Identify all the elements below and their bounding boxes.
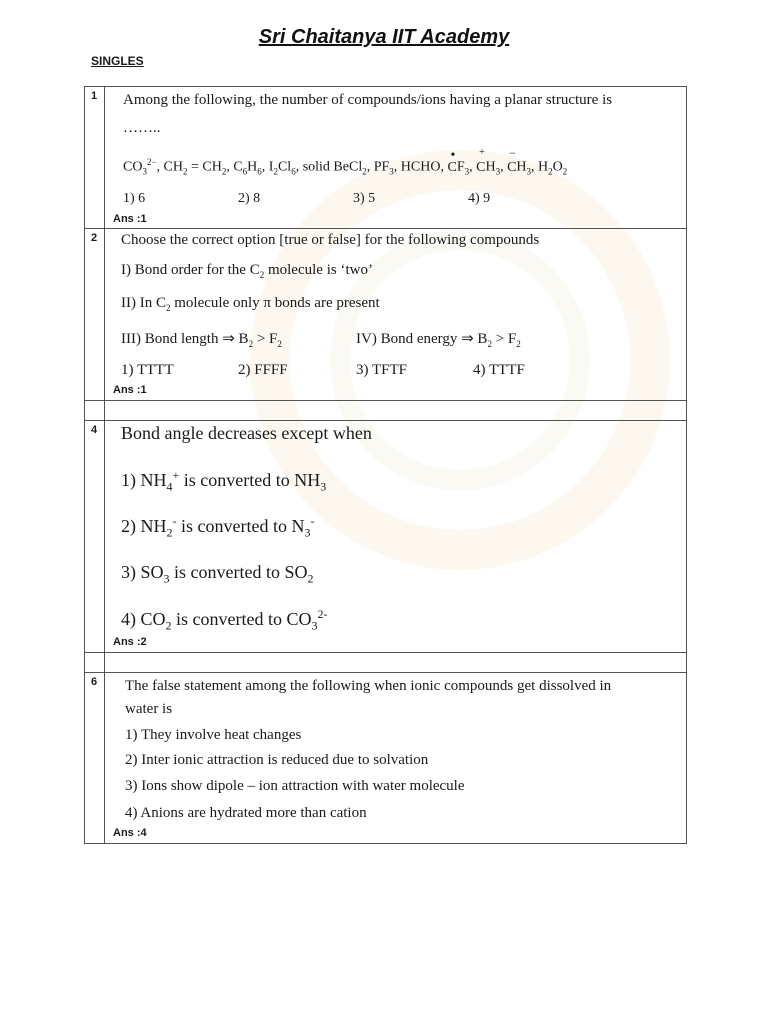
option-4: 4) TTTF	[473, 362, 525, 378]
question-row-2	[85, 229, 686, 401]
question-row-1	[85, 87, 686, 229]
question-number: 6	[91, 676, 98, 688]
answer-label: Ans :2	[113, 636, 147, 648]
compound-list: $CO_3^{2-}$, $CH_2 = CH_2$, $C_6H_6$, $I_2Cl_6$, solid BeCl$_2$, $PF_3$, HCHO, • $CF_3$, + $CH_3$, − $CH_3$, $H_2O_2$	[123, 145, 568, 177]
option-4: 4) $CO_2$ is converted to $CO_3^{2-}$	[121, 607, 328, 633]
statement-3: III) Bond length ⇒ $B_2 > F_2$	[121, 331, 282, 349]
option-1: 1) $NH_4^+$ is converted to $NH_3$	[121, 468, 327, 494]
empty-row	[85, 653, 686, 673]
statement-2: II) In $C_2$ molecule only π bonds are present	[121, 295, 380, 313]
empty-row	[85, 401, 686, 421]
question-text-line2: water is	[125, 701, 173, 717]
answer-label: Ans :1	[113, 384, 147, 396]
question-number: 2	[91, 232, 98, 244]
option-2: 2) $NH_2^-$ is converted to $N_3^-$	[121, 514, 315, 540]
section-heading: SINGLES	[91, 54, 144, 68]
option-1: 1) TTTT	[121, 362, 174, 378]
question-row-4	[85, 421, 686, 653]
page-title: Sri Chaitanya IIT Academy	[258, 26, 510, 48]
option-1: 1) They involve heat changes	[125, 727, 302, 743]
statement-1: I) Bond order for the $C_2$ molecule is ‘two’	[121, 262, 373, 280]
option-2: 2) FFFF	[238, 362, 288, 378]
option-3: 3) $SO_3$ is converted to $SO_2$	[121, 562, 314, 586]
question-number: 1	[91, 90, 98, 102]
answer-label: Ans :1	[113, 213, 147, 225]
answer-label: Ans :4	[113, 827, 147, 839]
question-text: Among the following, the number of compounds/ions having a planar structure is	[123, 92, 613, 108]
option-3: 3) TFTF	[356, 362, 407, 378]
question-text: The false statement among the following when ionic compounds get dissolved in	[125, 678, 612, 694]
option-3: 3) 5	[353, 191, 376, 206]
question-text: Bond angle decreases except when	[121, 423, 372, 443]
option-2: 2) 8	[238, 191, 261, 206]
option-1: 1) 6	[123, 191, 146, 206]
option-4: 4) 9	[468, 191, 491, 206]
option-4: 4) Anions are hydrated more than cation	[125, 805, 367, 821]
option-2: 2) Inter ionic attraction is reduced due to solvation	[125, 752, 429, 768]
question-ellipsis: ……..	[123, 120, 161, 136]
question-table	[84, 86, 687, 844]
question-row-6	[85, 673, 686, 844]
question-number: 4	[91, 424, 98, 436]
statement-4: IV) Bond energy ⇒ $B_2 > F_2$	[356, 331, 521, 349]
option-3: 3) Ions show dipole – ion attraction with water molecule	[125, 778, 465, 794]
question-text: Choose the correct option [true or false] for the following compounds	[121, 232, 540, 248]
